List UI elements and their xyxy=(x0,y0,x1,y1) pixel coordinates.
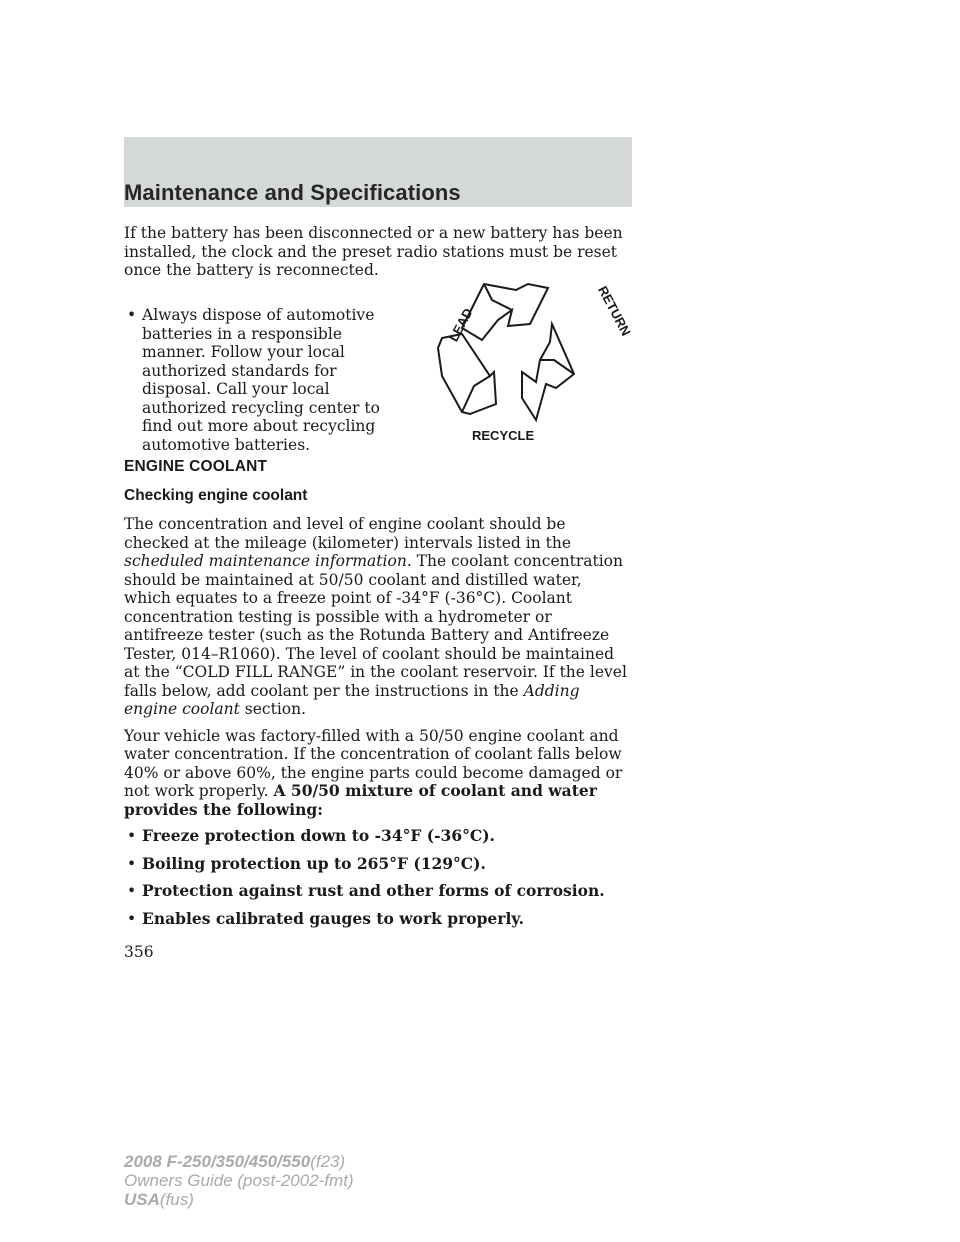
page-title: Maintenance and Specifications xyxy=(124,180,461,205)
bullet-icon: • xyxy=(127,306,137,324)
p1-text-a: The concentration and level of engine coolant should be checked at the mileage (kilometer) intervals listed in the xyxy=(124,515,571,552)
list-item-text: Enables calibrated gauges to work properly. xyxy=(142,908,524,928)
coolant-paragraph-2 xyxy=(124,727,632,820)
list-item-text: Freeze protection down to -34°F (-36°C). xyxy=(142,826,495,845)
list-item xyxy=(124,882,632,901)
battery-intro: If the battery has been disconnected or a new battery has been installed, the clock and the preset radio stations must be reset once the battery is reconnected. xyxy=(124,224,623,279)
list-item xyxy=(124,910,632,929)
footer-region-code: (fus) xyxy=(159,1190,194,1209)
footer-region: USA xyxy=(124,1190,160,1209)
recycle-icon xyxy=(424,280,634,444)
footer-model: 2008 F-250/350/450/550 xyxy=(124,1152,311,1171)
p1-italic-2: Adding engine coolant xyxy=(124,681,580,718)
p2-text: Your vehicle was factory-filled with a 50/50 engine coolant and water concentration. If the concentration of coolant falls below 40% or above 60%, the engine parts could become damaged or not work properly. xyxy=(124,726,623,800)
battery-section xyxy=(124,224,634,454)
section-heading: ENGINE COOLANT xyxy=(124,458,268,475)
recycle-label-return: RETURN xyxy=(595,283,634,339)
coolant-paragraph-1 xyxy=(124,515,632,719)
recycle-label-lead: LEAD xyxy=(445,305,476,344)
bullet-icon: • xyxy=(127,882,137,900)
list-item-text: Boiling protection up to 265°F (129°C). xyxy=(142,853,486,873)
list-item-text: Protection against rust and other forms of corrosion. xyxy=(142,881,605,900)
bullet-icon: • xyxy=(127,854,137,873)
page-number: 356 xyxy=(124,943,154,961)
battery-disposal-bullet xyxy=(124,306,402,454)
p1-text-b: . The coolant concentration should be maintained at 50/50 coolant and distilled water, which equates to a freeze point of -34°F (-36°C). Coolant concentration testing is possible with a hydrometer or antifreeze tester (such as the Rotunda Battery and Antifreeze Tester, 014–R1060). The level of coolant should be maintained at the “COLD FILL RANGE” in the coolant reservoir. If the level falls below, add coolant per the instructions in the xyxy=(124,552,627,700)
footer xyxy=(124,1152,354,1209)
bullet-icon: • xyxy=(127,909,137,928)
list-item xyxy=(124,827,632,846)
p1-text-c: section. xyxy=(239,700,307,718)
footer-line-2: Owners Guide (post-2002-fmt) xyxy=(124,1171,354,1190)
list-item xyxy=(124,855,632,874)
content xyxy=(124,224,632,937)
footer-line-3 xyxy=(124,1190,354,1209)
footer-code: (f23) xyxy=(310,1152,346,1171)
subsection-heading: Checking engine coolant xyxy=(124,486,308,504)
bullet-icon: • xyxy=(127,827,137,845)
footer-line-1 xyxy=(124,1152,354,1171)
p2-bold: A 50/50 mixture of coolant and water provides the following: xyxy=(124,781,597,819)
recycle-label-recycle: RECYCLE xyxy=(472,428,535,443)
p1-italic: scheduled maintenance information xyxy=(124,552,407,570)
bullet-text: Always dispose of automotive batteries in a responsible manner. Follow your local authorized standards for disposal. Call your local authorized recycling center to find out more about recycling automotive batteries. xyxy=(142,306,380,454)
